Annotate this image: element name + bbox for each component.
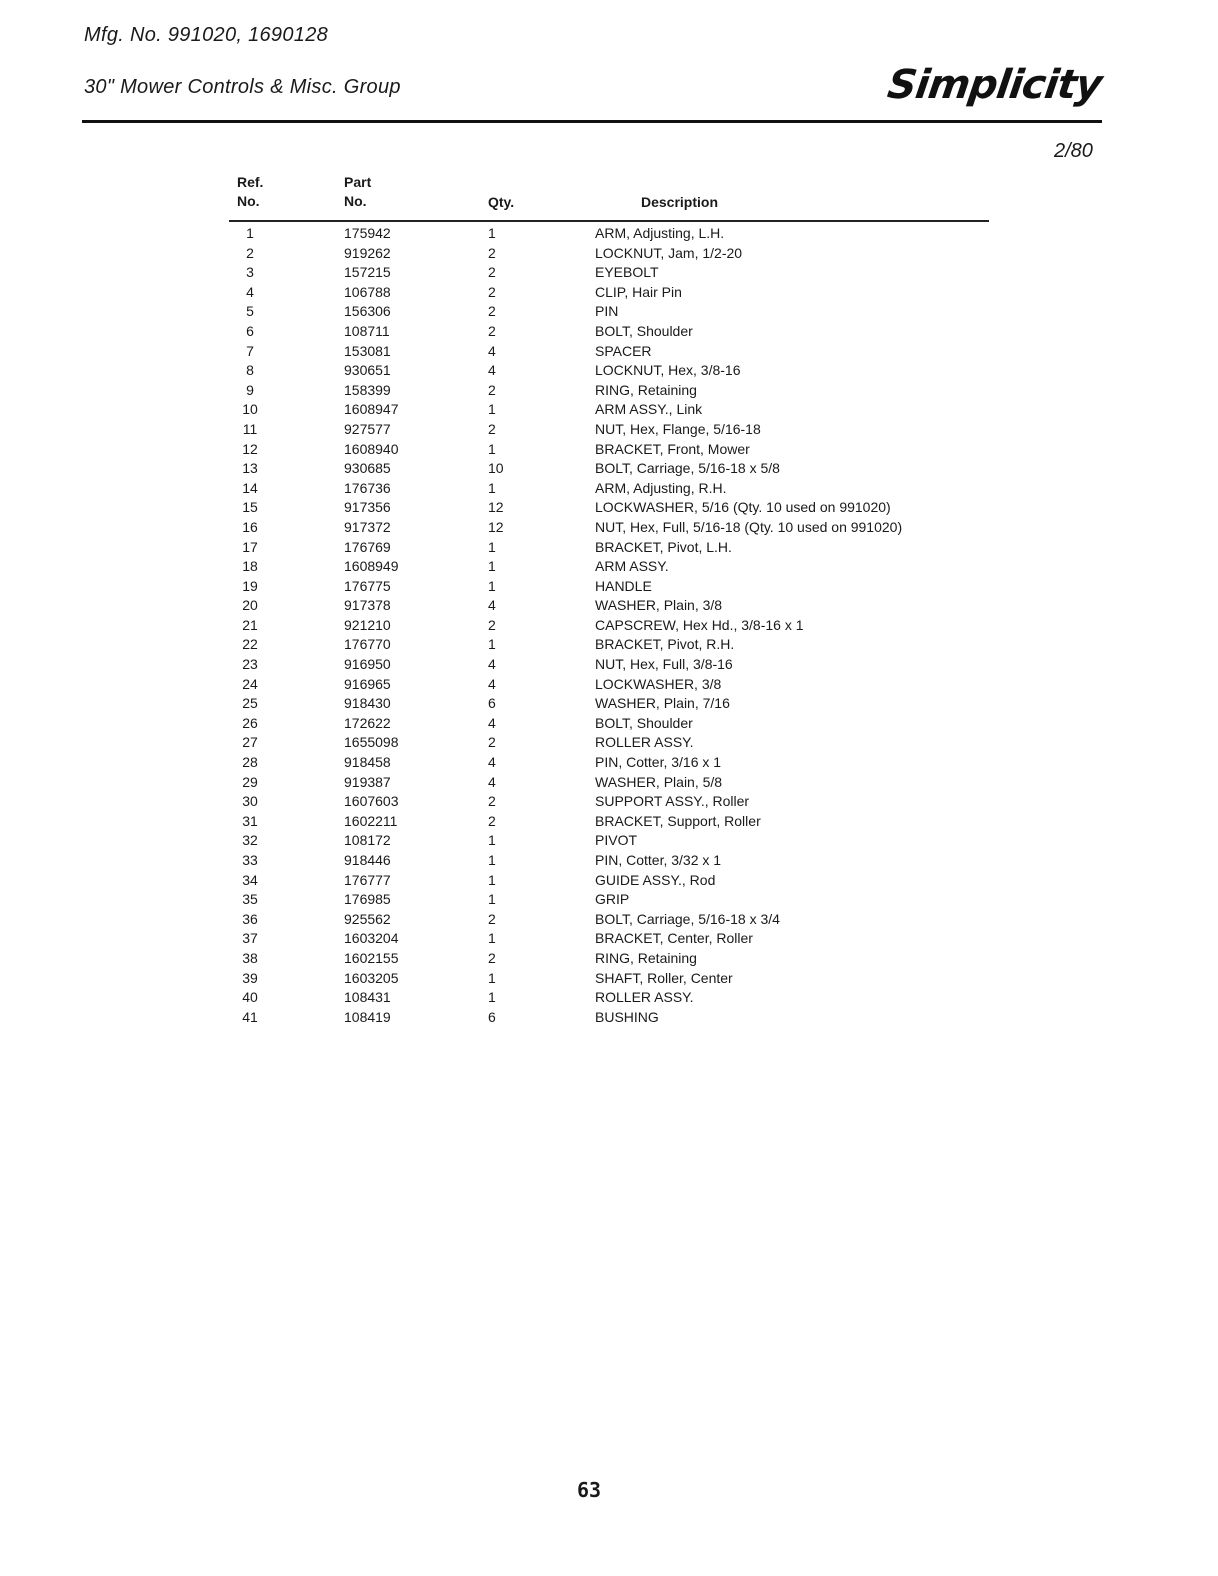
ref-no-cell: 6 — [246, 322, 254, 339]
table-row — [0, 244, 1218, 264]
description-cell: SUPPORT ASSY., Roller — [595, 793, 750, 810]
table-row — [0, 792, 1218, 812]
ref-no-cell: 8 — [246, 362, 254, 379]
description-cell: BRACKET, Front, Mower — [595, 440, 750, 457]
part-no-cell: 158399 — [344, 381, 391, 398]
description-cell: HANDLE — [595, 577, 652, 594]
part-no-cell: 917356 — [344, 499, 391, 516]
qty-cell: 1 — [488, 832, 496, 849]
table-row — [0, 440, 1218, 460]
qty-cell: 12 — [488, 518, 504, 535]
description-cell: ROLLER ASSY. — [595, 734, 694, 751]
simplicity-logo: Simplicity — [884, 62, 1105, 108]
ref-no-cell: 10 — [242, 401, 258, 418]
table-row — [0, 969, 1218, 989]
table-row — [0, 773, 1218, 793]
header-part-line2: No. — [344, 193, 367, 209]
description-cell: BRACKET, Pivot, L.H. — [595, 538, 732, 555]
description-cell: SHAFT, Roller, Center — [595, 969, 733, 986]
qty-cell: 2 — [488, 283, 496, 300]
part-no-cell: 916950 — [344, 656, 391, 673]
table-row — [0, 694, 1218, 714]
description-cell: LOCKNUT, Hex, 3/8-16 — [595, 362, 741, 379]
part-no-cell: 927577 — [344, 420, 391, 437]
table-row — [0, 459, 1218, 479]
qty-cell: 2 — [488, 793, 496, 810]
ref-no-cell: 33 — [242, 852, 258, 868]
description-cell: LOCKNUT, Jam, 1/2-20 — [595, 244, 743, 261]
part-no-cell: 921210 — [344, 616, 391, 633]
table-row — [0, 577, 1218, 597]
description-cell: PIVOT — [595, 832, 638, 849]
description-cell: PIN — [595, 303, 619, 320]
description-cell: ARM ASSY. — [595, 558, 669, 575]
part-no-cell: 176736 — [344, 479, 391, 496]
ref-no-cell: 34 — [242, 871, 258, 888]
ref-no-cell: 24 — [242, 675, 258, 692]
table-row — [0, 675, 1218, 695]
part-no-cell: 1602155 — [344, 949, 399, 966]
table-row — [0, 322, 1218, 342]
revision-date: 2/80 — [1054, 140, 1093, 162]
part-no-cell: 175942 — [344, 225, 391, 241]
part-no-cell: 108172 — [344, 832, 391, 849]
qty-cell: 1 — [488, 871, 496, 888]
qty-cell: 1 — [488, 558, 496, 575]
qty-cell: 4 — [488, 597, 496, 614]
part-no-cell: 1607603 — [344, 793, 399, 810]
part-no-cell: 917378 — [344, 597, 391, 614]
description-cell: LOCKWASHER, 5/16 (Qty. 10 used on 991020) — [595, 499, 891, 516]
qty-cell: 2 — [488, 949, 496, 966]
description-cell: BOLT, Shoulder — [595, 714, 693, 731]
table-row — [0, 655, 1218, 675]
table-row — [0, 400, 1218, 420]
part-no-cell: 153081 — [344, 342, 391, 359]
part-no-cell: 1603204 — [344, 930, 399, 947]
description-cell: GRIP — [595, 891, 630, 908]
table-row — [0, 538, 1218, 558]
ref-no-cell: 18 — [242, 558, 258, 575]
qty-cell: 1 — [488, 401, 496, 418]
ref-no-cell: 32 — [242, 832, 258, 849]
qty-cell: 1 — [488, 538, 496, 555]
table-row — [0, 224, 1218, 244]
qty-cell: 6 — [488, 1008, 496, 1025]
ref-no-cell: 39 — [242, 969, 258, 986]
table-row — [0, 949, 1218, 969]
qty-cell: 12 — [488, 499, 504, 516]
description-cell: RING, Retaining — [595, 949, 697, 966]
part-no-cell: 108419 — [344, 1008, 391, 1025]
part-no-cell: 919262 — [344, 244, 391, 261]
table-header-rule — [229, 220, 989, 222]
qty-cell: 10 — [488, 460, 504, 477]
header-rule — [82, 120, 1102, 123]
qty-cell: 6 — [488, 695, 496, 712]
qty-cell: 1 — [488, 989, 496, 1006]
table-row — [0, 263, 1218, 283]
header-part-no — [344, 173, 371, 211]
description-cell: CAPSCREW, Hex Hd., 3/8-16 x 1 — [595, 616, 804, 633]
page-number: 63 — [577, 1478, 602, 1502]
qty-cell: 1 — [488, 930, 496, 947]
table-row — [0, 342, 1218, 362]
part-no-cell: 1602211 — [344, 812, 398, 829]
ref-no-cell: 38 — [242, 949, 258, 966]
qty-cell: 4 — [488, 342, 496, 359]
ref-no-cell: 35 — [242, 891, 258, 908]
qty-cell: 4 — [488, 773, 496, 790]
table-row — [0, 479, 1218, 499]
table-row — [0, 635, 1218, 655]
mfg-number: Mfg. No. 991020, 1690128 — [84, 24, 329, 46]
ref-no-cell: 31 — [242, 812, 258, 829]
ref-no-cell: 4 — [246, 283, 254, 300]
description-cell: BRACKET, Center, Roller — [595, 930, 753, 947]
table-row — [0, 871, 1218, 891]
description-cell: BRACKET, Support, Roller — [595, 812, 761, 829]
description-cell: NUT, Hex, Full, 5/16-18 (Qty. 10 used on 991020) — [595, 518, 903, 535]
part-no-cell: 1608940 — [344, 440, 399, 457]
ref-no-cell: 20 — [242, 597, 258, 614]
part-no-cell: 918446 — [344, 852, 391, 868]
part-no-cell: 106788 — [344, 283, 391, 300]
part-no-cell: 930685 — [344, 460, 391, 477]
ref-no-cell: 19 — [242, 577, 258, 594]
description-cell: BOLT, Carriage, 5/16-18 x 3/4 — [595, 910, 780, 927]
ref-no-cell: 11 — [242, 420, 258, 437]
qty-cell: 1 — [488, 852, 496, 868]
part-no-cell: 930651 — [344, 362, 391, 379]
part-no-cell: 176777 — [344, 871, 391, 888]
ref-no-cell: 2 — [246, 244, 254, 261]
qty-cell: 2 — [488, 264, 496, 281]
ref-no-cell: 30 — [242, 793, 258, 810]
part-no-cell: 108431 — [344, 989, 391, 1006]
ref-no-cell: 29 — [242, 773, 258, 790]
ref-no-cell: 13 — [242, 460, 258, 477]
description-cell: ARM ASSY., Link — [595, 401, 703, 418]
qty-cell: 4 — [488, 362, 496, 379]
header-part-line1: Part — [344, 174, 372, 190]
header-ref-line1: Ref. — [237, 174, 264, 190]
qty-cell: 2 — [488, 303, 496, 320]
description-cell: BOLT, Carriage, 5/16-18 x 5/8 — [595, 460, 780, 477]
ref-no-cell: 40 — [242, 989, 258, 1006]
qty-cell: 2 — [488, 910, 496, 927]
description-cell: ARM, Adjusting, R.H. — [595, 479, 727, 496]
description-cell: PIN, Cotter, 3/16 x 1 — [595, 754, 722, 771]
part-no-cell: 176985 — [344, 891, 391, 908]
header-description: Description — [641, 194, 719, 210]
table-row — [0, 596, 1218, 616]
table-row — [0, 518, 1218, 538]
table-row — [0, 616, 1218, 636]
ref-no-cell: 41 — [242, 1008, 258, 1025]
description-cell: BUSHING — [595, 1008, 659, 1025]
part-no-cell: 916965 — [344, 675, 391, 692]
ref-no-cell: 12 — [242, 440, 258, 457]
qty-cell: 1 — [488, 891, 496, 908]
description-cell: WASHER, Plain, 3/8 — [595, 597, 723, 614]
ref-no-cell: 17 — [242, 538, 258, 555]
table-row — [0, 910, 1218, 930]
qty-cell: 4 — [488, 714, 496, 731]
ref-no-cell: 36 — [242, 910, 258, 927]
description-cell: CLIP, Hair Pin — [595, 283, 682, 300]
qty-cell: 2 — [488, 244, 496, 261]
qty-cell: 4 — [488, 675, 496, 692]
qty-cell: 1 — [488, 636, 496, 653]
qty-cell: 1 — [488, 577, 496, 594]
qty-cell: 2 — [488, 734, 496, 751]
description-cell: EYEBOLT — [595, 264, 659, 281]
ref-no-cell: 9 — [246, 381, 254, 398]
part-no-cell: 172622 — [344, 714, 391, 731]
table-row — [0, 361, 1218, 381]
ref-no-cell: 23 — [242, 656, 258, 673]
description-cell: BOLT, Shoulder — [595, 322, 693, 339]
part-no-cell: 1608949 — [344, 558, 399, 575]
table-row — [0, 283, 1218, 303]
qty-cell: 4 — [488, 754, 496, 771]
table-row — [0, 714, 1218, 734]
table-row — [0, 381, 1218, 401]
ref-no-cell: 16 — [242, 518, 258, 535]
ref-no-cell: 15 — [242, 499, 258, 516]
table-row — [0, 557, 1218, 577]
part-no-cell: 176770 — [344, 636, 391, 653]
qty-cell: 2 — [488, 381, 496, 398]
part-no-cell: 925562 — [344, 910, 391, 927]
qty-cell: 1 — [488, 479, 496, 496]
table-row — [0, 890, 1218, 910]
parts-list — [0, 224, 1218, 1027]
description-cell: ROLLER ASSY. — [595, 989, 694, 1006]
qty-cell: 2 — [488, 420, 496, 437]
qty-cell: 1 — [488, 225, 496, 241]
description-cell: NUT, Hex, Full, 3/8-16 — [595, 656, 733, 673]
part-no-cell: 918458 — [344, 754, 391, 771]
header-ref-line2: No. — [237, 193, 260, 209]
ref-no-cell: 26 — [242, 714, 258, 731]
table-row — [0, 420, 1218, 440]
description-cell: RING, Retaining — [595, 381, 697, 398]
table-row — [0, 929, 1218, 949]
table-row — [0, 812, 1218, 832]
description-cell: GUIDE ASSY., Rod — [595, 871, 716, 888]
header-qty: Qty. — [488, 194, 515, 210]
part-no-cell: 108711 — [344, 322, 390, 339]
part-no-cell: 176769 — [344, 538, 391, 555]
part-no-cell: 156306 — [344, 303, 391, 320]
description-cell: BRACKET, Pivot, R.H. — [595, 636, 735, 653]
ref-no-cell: 5 — [246, 303, 254, 320]
header-ref-no — [237, 173, 263, 211]
ref-no-cell: 3 — [246, 264, 254, 281]
table-row — [0, 851, 1218, 871]
ref-no-cell: 21 — [242, 616, 258, 633]
table-row — [0, 831, 1218, 851]
part-no-cell: 1655098 — [344, 734, 399, 751]
qty-cell: 2 — [488, 322, 496, 339]
ref-no-cell: 28 — [242, 754, 258, 771]
ref-no-cell: 37 — [242, 930, 258, 947]
ref-no-cell: 22 — [242, 636, 258, 653]
part-no-cell: 918430 — [344, 695, 391, 712]
part-no-cell: 1603205 — [344, 969, 399, 986]
description-cell: WASHER, Plain, 5/8 — [595, 773, 723, 790]
ref-no-cell: 27 — [242, 734, 258, 751]
table-row — [0, 1008, 1218, 1028]
description-cell: ARM, Adjusting, L.H. — [595, 225, 725, 241]
table-row — [0, 498, 1218, 518]
qty-cell: 2 — [488, 616, 496, 633]
table-row — [0, 753, 1218, 773]
part-no-cell: 917372 — [344, 518, 391, 535]
description-cell: SPACER — [595, 342, 652, 359]
part-no-cell: 1608947 — [344, 401, 399, 418]
description-cell: PIN, Cotter, 3/32 x 1 — [595, 852, 722, 868]
ref-no-cell: 7 — [246, 342, 254, 359]
qty-cell: 1 — [488, 969, 496, 986]
ref-no-cell: 14 — [242, 479, 258, 496]
part-no-cell: 157215 — [344, 264, 391, 281]
table-row — [0, 733, 1218, 753]
description-cell: NUT, Hex, Flange, 5/16-18 — [595, 420, 761, 437]
ref-no-cell: 25 — [242, 695, 258, 712]
table-row — [0, 988, 1218, 1008]
description-cell: WASHER, Plain, 7/16 — [595, 695, 730, 712]
qty-cell: 1 — [488, 440, 496, 457]
qty-cell: 2 — [488, 812, 496, 829]
qty-cell: 4 — [488, 656, 496, 673]
table-row — [0, 302, 1218, 322]
ref-no-cell: 1 — [246, 225, 254, 241]
part-no-cell: 176775 — [344, 577, 391, 594]
description-cell: LOCKWASHER, 3/8 — [595, 675, 722, 692]
part-no-cell: 919387 — [344, 773, 391, 790]
group-title: 30" Mower Controls & Misc. Group — [84, 76, 401, 98]
